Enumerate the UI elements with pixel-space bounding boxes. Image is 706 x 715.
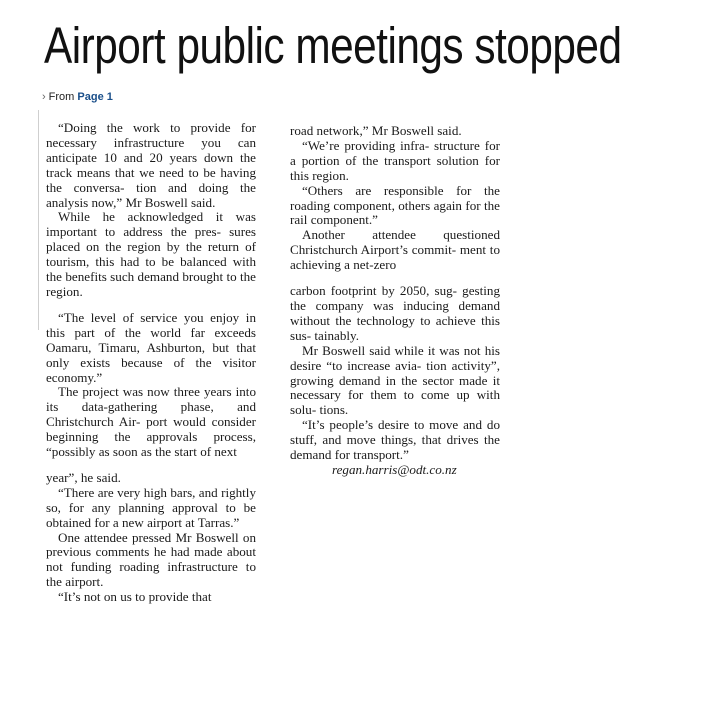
paragraph: “It’s not on us to provide that [58, 589, 212, 605]
paragraph: Mr Boswell said while it was not his desire “to increase avia- tion activity”, growing demand in the sector made it necessary for them to come up with solu- tions. [290, 342, 500, 418]
column-rule [38, 110, 39, 330]
chevron-right-icon: › [42, 91, 46, 103]
article-column-2 [290, 124, 500, 478]
paragraph: “Doing the work to provide for necessary infrastructure you can anticipate 10 and 20 years down the track means that we need to be having the conversa- tion and doing the analysis now,” Mr Boswell said. [46, 120, 256, 210]
jump-prefix: From [48, 91, 75, 103]
paragraph: One attendee pressed Mr Boswell on previous comments he had made about not funding roading infrastructure to the airport. [46, 529, 256, 590]
paragraph: “We’re providing infra- structure for a portion of the transport solution for this region. [290, 137, 500, 183]
headline: Airport public meetings stopped [44, 17, 622, 74]
paragraph: Another attendee questioned Christchurch Airport’s commit- ment to achieving a net-zero [290, 227, 500, 273]
paragraph: The project was now three years into its data-gathering phase, and Christchurch Air- port would consider beginning the approvals process, “possibly as soon as the start of next [46, 384, 256, 460]
paragraph: carbon footprint by 2050, sug- gesting the company was inducing demand without the technology to achieve this sus- tainably. [290, 283, 500, 343]
paragraph: “Others are responsible for the roading component, others again for the rail component.” [290, 182, 500, 228]
jump-page-link[interactable]: Page 1 [77, 91, 113, 103]
paragraph: year”, he said. [46, 469, 121, 485]
jump-line [42, 91, 113, 103]
author-email[interactable]: regan.harris@odt.co.nz [332, 461, 457, 477]
paragraph: “There are very high bars, and rightly so, for any planning approval to be obtained for a new airport at Tarras.” [46, 484, 256, 530]
paragraph: road network,” Mr Boswell said. [290, 123, 462, 138]
paragraph: While he acknowledged it was important to address the pres- sures placed on the region by the return of tourism, this had to be balanced with the benefits such demand brought to the region. [46, 209, 256, 299]
paragraph: “The level of service you enjoy in this part of the world far exceeds Oamaru, Timaru, Ashburton, but that only exists because of the visitor economy.” [46, 309, 256, 385]
article-column-1 [46, 121, 256, 605]
paragraph: “It’s people’s desire to move and do stuff, and move things, that drives the demand for transport.” [290, 417, 500, 463]
